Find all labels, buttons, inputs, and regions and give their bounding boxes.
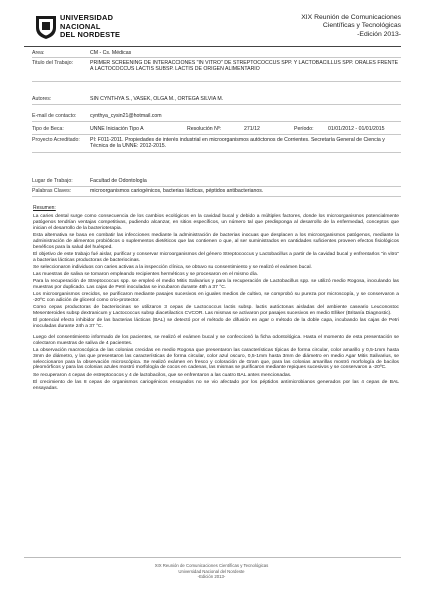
divider xyxy=(32,186,401,187)
divider xyxy=(32,196,401,197)
footer-line-2: Universidad Nacional del Nordeste xyxy=(178,568,245,574)
abstract-paragraph: La caries dental surge como consecuencia de los cambios ecológicos en la cavidad bucal y debido a múltiples factores, donde los microorganismos potencialmente patógenos tendrían ventajas competitivas, pudiendo alcanzar, en sitios específicos, un número tal que predisponga al desarrollo de la enfermedad, conceptos que inician el desarrollo de la bacterioterapia. xyxy=(33,213,399,231)
divider xyxy=(32,81,401,82)
footer-divider xyxy=(24,557,401,558)
proyecto-value: PI: F011-2011. Propiedades de interés industrial en microorganismos autóctonos de Corrientes. Secretaría General de Ciencia y Técnica de la UNNE: 2012-2015. xyxy=(90,137,385,150)
abstract xyxy=(33,206,399,393)
abstract-heading: Resumen: xyxy=(33,205,56,211)
email-value[interactable]: cynthya_cysin21@hotmail.com xyxy=(90,113,162,119)
lugar-value: Facultad de Odontología xyxy=(90,178,147,184)
footer xyxy=(0,563,423,580)
abstract-paragraph: Se recuperaron 4 cepas de estreptococos y 4 de lactobacilos, que se enfrentaron a las cuatro BAL antes mencionadas. xyxy=(33,372,292,378)
abstract-paragraph: El potencial efecto inhibidor de las bacterias lácticas (BAL) se detectó por el método de difusión en agar o método de la doble capa, incubando las cajas de Petri inoculadas durante 24h a 37 °C. xyxy=(33,317,399,329)
university-logo xyxy=(34,14,194,44)
abstract-paragraph: Como cepas productoras de bacteriocinas se utilizaron 3 cepas de Lactococcus lactis subsp. lactis autóctonas aisladas del ambiente caseario Leuconostoc Mesenteroides subsp dextranicum y Lactococcus subsp diacetilactics CVCOR. Las mismas se activaron por pasajes sucesivos en medio Elliker (Britanía Diagnostic). xyxy=(33,304,399,316)
event-line-2: Científicas y Tecnológicas xyxy=(322,22,401,30)
crest-icon xyxy=(34,14,58,40)
palabras-value: microorganismos cariogénicos, bacterias lácticas, péptidos antibacterianos. xyxy=(90,188,264,194)
university-name: UNIVERSIDAD NACIONAL DEL NORDESTE xyxy=(60,13,121,40)
periodo-range xyxy=(328,126,385,132)
divider xyxy=(32,121,401,122)
resolucion-value: 271/12 xyxy=(244,126,260,132)
proyecto-label: Proyecto Acreditado: xyxy=(32,137,80,143)
abstract-paragraph: Las muestras de saliva se tomaron empleando recipientes herméticos y se procesaron en el mismo día. xyxy=(33,271,259,277)
divider xyxy=(32,152,401,153)
footer-line-3: -Edición 2013- xyxy=(197,574,226,580)
resolucion-label: Resolución Nº: xyxy=(187,126,222,132)
area-label: Area: xyxy=(32,50,45,56)
title-label: Titulo del Trabajo: xyxy=(32,60,74,66)
abstract-paragraph: El crecimiento de las 8 cepas de organismos cariogénicos ensayados no se vio afectado por los péptidos antimicrobianos generados por las 4 cepas de BAL ensayadas. xyxy=(33,379,399,391)
divider xyxy=(32,104,401,105)
abstract-paragraph: Luego del consentimiento informado de los pacientes, se realizó el exámen bucal y se confeccionó la ficha odontológica. Hasta el momento de esta presentación se colectaron muestras de saliva de 4 pacientes. xyxy=(33,334,399,346)
abstract-paragraph: La observación macroscópica de las colonias crecidas en medio Rogosa que presentaron las características típicas de forma circular, color amarillo y 0,5-1mm hasta 3mm de diámetro, y las que presentaron las características de forma circular, color azul oscuro, 0,5-1mm hasta 3mm de diámetro en medio Agar Mitis Salivarius, se seleccionaron para la observación microscópica. Se realizó exámen en fresco y coloración de Gram que, para las colonias amarillas mostró morfología de bacilos pleomórficos y para las colonias azules mostró morfología de cocos en cadenas, las mismas se purificaron mediante repiques sucesivos y se conservaron a -20ºC. xyxy=(33,347,399,371)
header-divider xyxy=(24,46,401,47)
abstract-paragraph: El objetivo de este trabajo fué aislar, purificar y conservar microorganismos del género Streptococcus y Lactobacillus a partir de la cavidad bucal y enfrentarlos "in vitro" a bacterias lácticas productoras de bacteriocinas. xyxy=(33,251,399,263)
event-line-1: XIX Reunión de Comunicaciones xyxy=(301,14,401,21)
title-value: PRIMER SCREENING DE INTERACCIONES "IN VITRO" DE STREPTOCOCCUS SPP. Y LACTOBACILLUS SPP. ORALES FRENTE A LACTOCOCCUS LACTIS SUBSP. LACTIS DE ORIGEN ALIMENTARIO xyxy=(90,60,399,73)
lugar-label: Lugar de Trabajo: xyxy=(32,178,73,184)
authors-value: SIN CYNTHYA S., VASEK, OLGA M., ORTEGA SILVIA M. xyxy=(90,96,224,102)
authors-label: Autores: xyxy=(32,96,52,102)
abstract-paragraph: Esta alternativa se basa en combatir las infecciones mediante la administración de bacterias inocuas que desplacen a los microorganismos patógenos, mediante la administración de alimentos probióticos o suplementos dietéticos que las contienen o que, al ser suministrados en cantidades suficientes proveen efectos fisiológicos benéficos para la salud del huésped. xyxy=(33,232,399,250)
abstract-paragraph: Los microorganismos crecidos, se purificaron mediante pasajes sucesivos en iguales medios de cultivo, se comprobó su pureza por microscopía, y se conservaron a -20ºC con adición de glicerol como crio-protector. xyxy=(33,291,399,303)
periodo-separator: - xyxy=(353,126,359,132)
area-value: CM - Cs. Médicas xyxy=(90,50,132,56)
event-title xyxy=(301,14,401,39)
divider xyxy=(32,134,401,135)
periodo-label: Período: xyxy=(294,126,314,132)
footer-line-1: XIX Reunión de Comunicaciones Científicas y Tecnológicas xyxy=(154,563,269,568)
email-label: E-mail de contacto: xyxy=(32,113,77,119)
beca-label: Tipo de Beca: xyxy=(32,126,64,132)
palabras-label: Palabras Claves: xyxy=(32,188,72,194)
periodo-start: 01/01/2012 xyxy=(328,126,354,132)
beca-value: UNNE Iniciación Tipo A xyxy=(90,126,144,132)
event-edition: -Edición 2013- xyxy=(357,30,401,38)
periodo-end: 01/01/2015 xyxy=(358,126,385,132)
abstract-paragraph: Para la recuperación de Streptococcus spp. se empleó el medio Mitis Salivarius y para la recuperación de Lactobacillus spp. se utilizó medio Rogosa, inoculando las muestras por duplicado. Las cajas de Petri inoculadas se incubaron durante 48h a 37 °C. xyxy=(33,278,399,290)
divider xyxy=(32,57,401,58)
abstract-paragraph: Se seleccionaron individuos con caries activas a la inspección clínica, se obtuvo su consentimiento y se realizó el exámen bucal. xyxy=(33,264,312,270)
